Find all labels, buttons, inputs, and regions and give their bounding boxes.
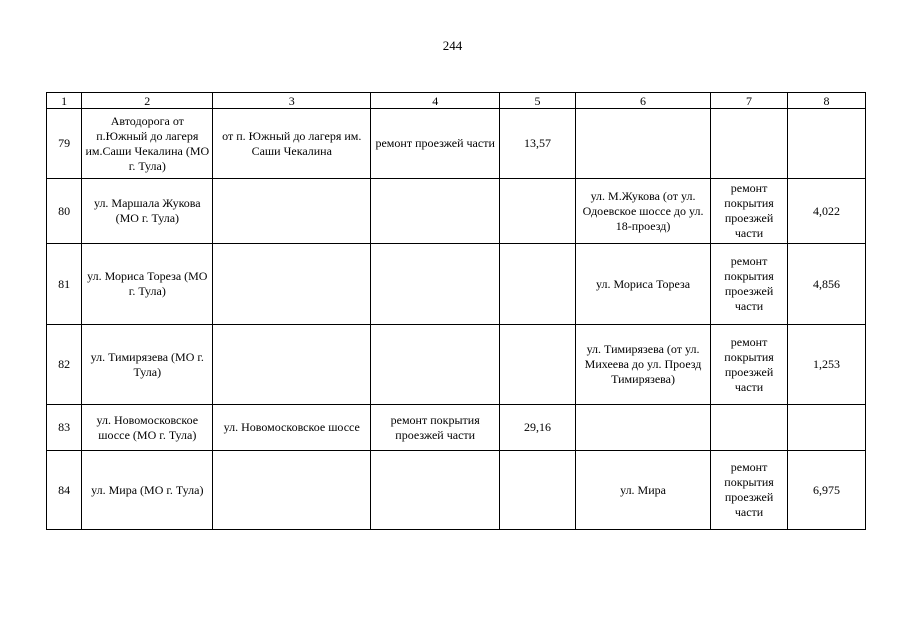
- section-cell: от п. Южный до лагеря им. Саши Чекалина: [213, 109, 371, 179]
- road-name-cell: ул. Мира (МО г. Тула): [82, 451, 213, 530]
- page-number: 244: [442, 38, 463, 53]
- work-type-cell: ремонт покрытия проезжей части: [711, 179, 788, 244]
- header-cell: 1: [47, 93, 82, 109]
- section-cell: [213, 451, 371, 530]
- table-row: [47, 405, 866, 451]
- value-cell: 29,16: [500, 405, 576, 451]
- work-type-cell: ремонт покрытия проезжей части: [711, 451, 788, 530]
- work-type-cell: ремонт покрытия проезжей части: [371, 405, 500, 451]
- value-cell: [500, 179, 576, 244]
- section-cell: ул. Мира: [575, 451, 710, 530]
- value-cell: [500, 244, 576, 325]
- work-type-cell: ремонт покрытия проезжей части: [711, 325, 788, 405]
- section-cell: ул. Новомосковское шоссе: [213, 405, 371, 451]
- work-type-cell: [711, 109, 788, 179]
- value-cell: 6,975: [788, 451, 866, 530]
- section-cell: [575, 109, 710, 179]
- work-type-cell: [371, 179, 500, 244]
- header-cell: 4: [371, 93, 500, 109]
- section-cell: [213, 179, 371, 244]
- roads-table: [46, 92, 866, 530]
- header-cell: 2: [82, 93, 213, 109]
- section-cell: ул. Мориса Тореза: [575, 244, 710, 325]
- header-cell: 5: [500, 93, 576, 109]
- road-name-cell: ул. Маршала Жукова (МО г. Тула): [82, 179, 213, 244]
- road-name-cell: ул. Новомосковское шоссе (МО г. Тула): [82, 405, 213, 451]
- value-cell: [500, 325, 576, 405]
- header-cell: 6: [575, 93, 710, 109]
- section-cell: [213, 244, 371, 325]
- header-cell: 8: [788, 93, 866, 109]
- value-cell: 4,022: [788, 179, 866, 244]
- road-name-cell: Автодорога от п.Южный до лагеря им.Саши Чекалина (МО г. Тула): [82, 109, 213, 179]
- value-cell: 1,253: [788, 325, 866, 405]
- row-number: 83: [47, 405, 82, 451]
- table-row: [47, 109, 866, 179]
- header-cell: 3: [213, 93, 371, 109]
- work-type-cell: [711, 405, 788, 451]
- work-type-cell: ремонт покрытия проезжей части: [711, 244, 788, 325]
- work-type-cell: [371, 325, 500, 405]
- road-name-cell: ул. Мориса Тореза (МО г. Тула): [82, 244, 213, 325]
- row-number: 81: [47, 244, 82, 325]
- header-cell: 7: [711, 93, 788, 109]
- section-cell: ул. М.Жукова (от ул. Одоевское шоссе до ул. 18-проезд): [575, 179, 710, 244]
- work-type-cell: [371, 244, 500, 325]
- table-row: [47, 179, 866, 244]
- row-number: 80: [47, 179, 82, 244]
- value-cell: [788, 405, 866, 451]
- table-row: [47, 451, 866, 530]
- row-number: 82: [47, 325, 82, 405]
- work-type-cell: ремонт проезжей части: [371, 109, 500, 179]
- row-number: 84: [47, 451, 82, 530]
- section-cell: ул. Тимирязева (от ул. Михеева до ул. Проезд Тимирязева): [575, 325, 710, 405]
- value-cell: 13,57: [500, 109, 576, 179]
- header-row: [47, 93, 866, 109]
- section-cell: [213, 325, 371, 405]
- value-cell: 4,856: [788, 244, 866, 325]
- table-row: [47, 325, 866, 405]
- value-cell: [500, 451, 576, 530]
- table-row: [47, 244, 866, 325]
- road-name-cell: ул. Тимирязева (МО г. Тула): [82, 325, 213, 405]
- section-cell: [575, 405, 710, 451]
- work-type-cell: [371, 451, 500, 530]
- row-number: 79: [47, 109, 82, 179]
- value-cell: [788, 109, 866, 179]
